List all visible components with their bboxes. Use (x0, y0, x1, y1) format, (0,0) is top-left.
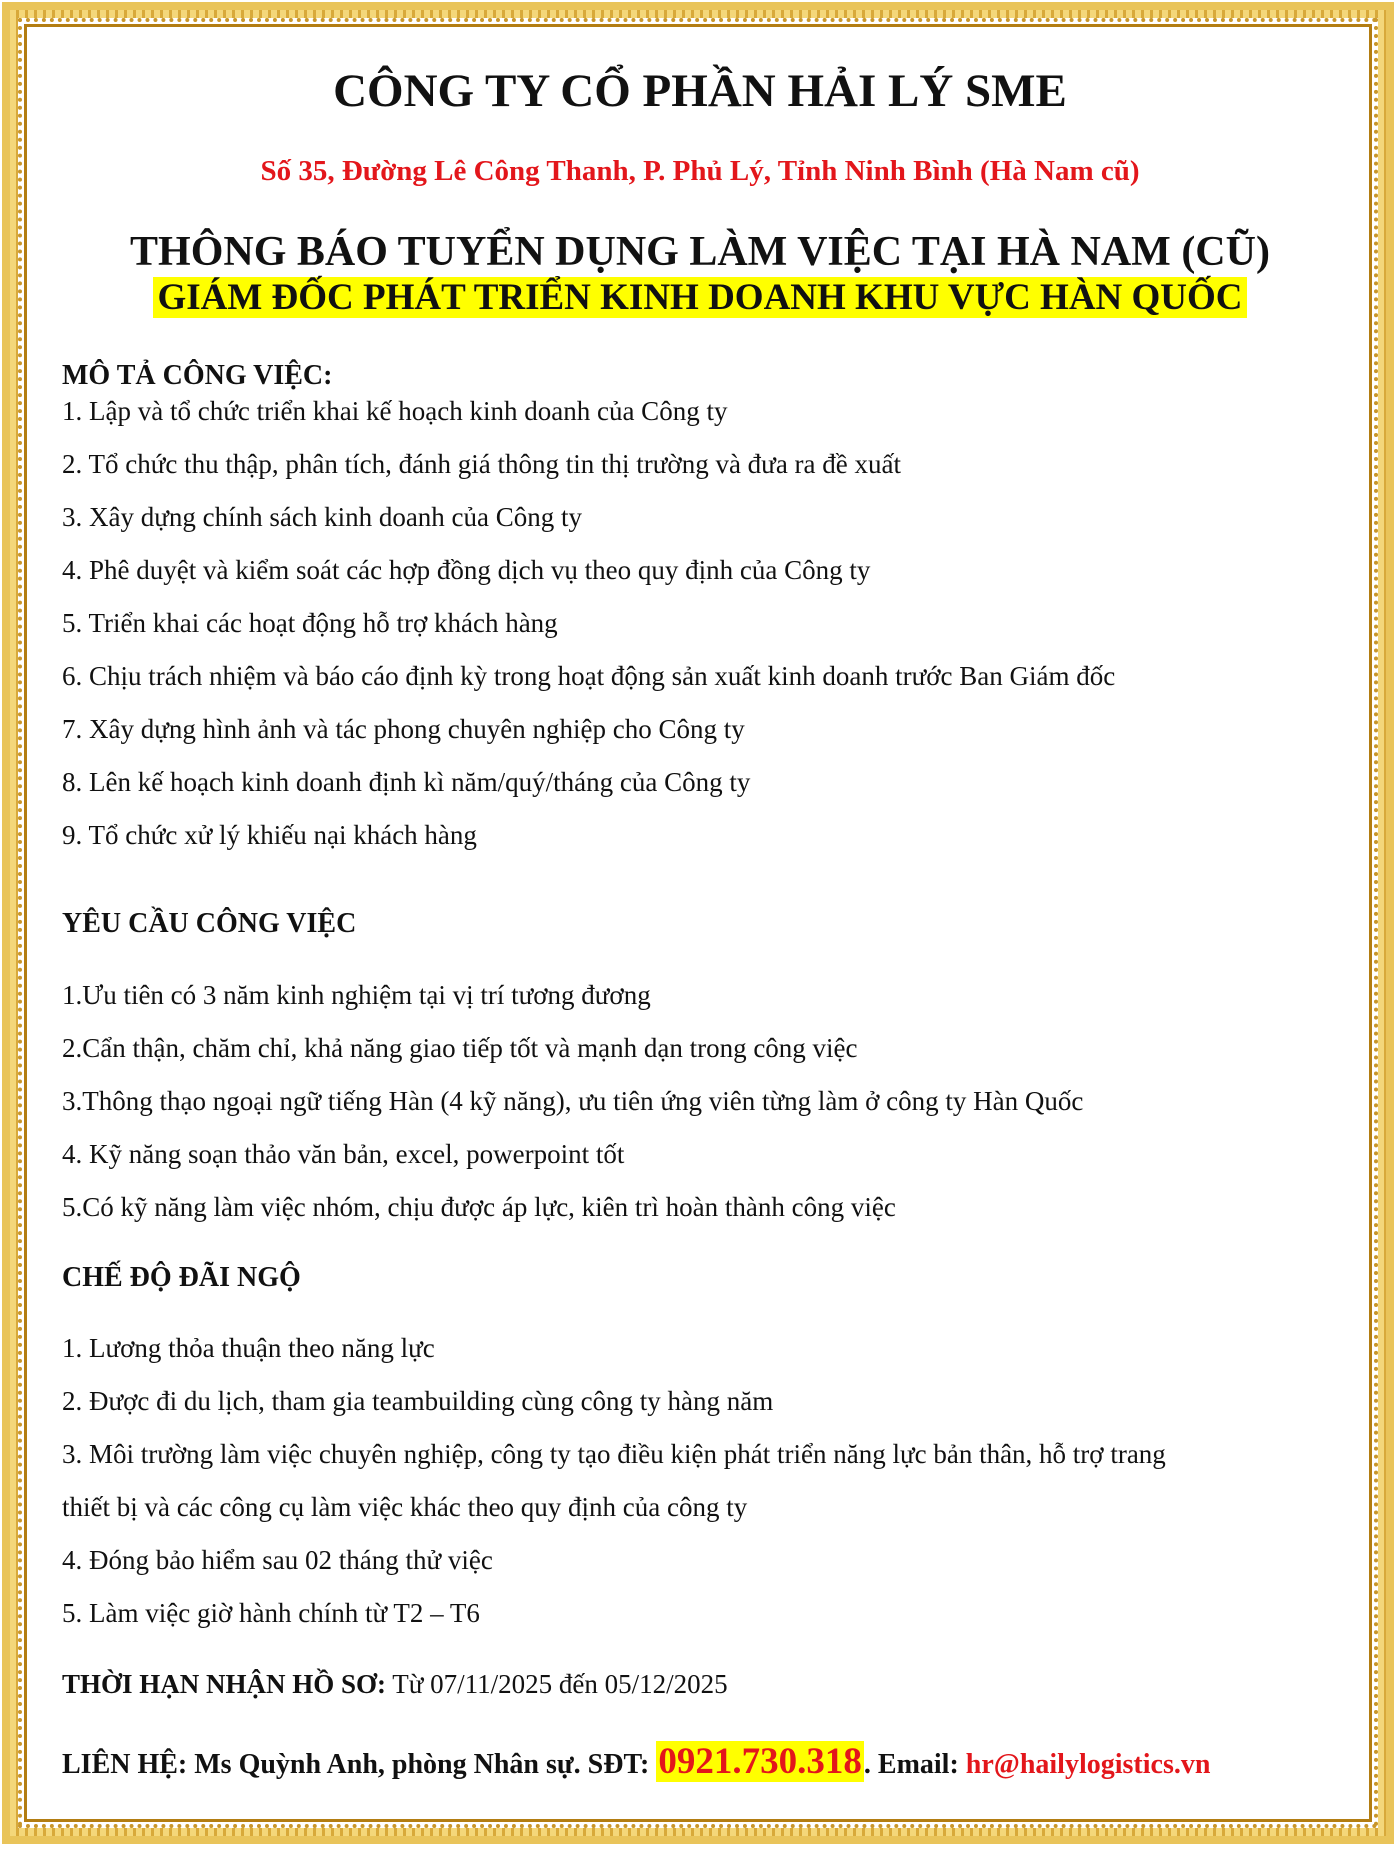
application-deadline (62, 1669, 728, 1700)
list-item: 9. Tổ chức xử lý khiếu nại khách hàng (62, 820, 477, 850)
list-item: 4. Phê duyệt và kiểm soát các hợp đồng dịch vụ theo quy định của Công ty (62, 555, 871, 585)
list-item: 3. Môi trường làm việc chuyên nghiệp, công ty tạo điều kiện phát triển năng lực bản thân, hỗ trợ trang (62, 1439, 1166, 1469)
contact-phone[interactable]: 0921.730.318 (658, 1741, 862, 1782)
list-item: 2. Tổ chức thu thập, phân tích, đánh giá thông tin thị trường và đưa ra đề xuất (62, 449, 901, 479)
list-item: 1.Ưu tiên có 3 năm kinh nghiệm tại vị trí tương đương (62, 980, 651, 1010)
list-item: 7. Xây dựng hình ảnh và tác phong chuyên nghiệp cho Công ty (62, 714, 745, 744)
position-title (0, 276, 1400, 319)
list-item: 8. Lên kế hoạch kinh doanh định kì năm/quý/tháng của Công ty (62, 767, 751, 797)
company-name: CÔNG TY CỔ PHẦN HẢI LÝ SME (333, 65, 1067, 117)
list-item: 5.Có kỹ năng làm việc nhóm, chịu được áp lực, kiên trì hoàn thành công việc (62, 1192, 896, 1222)
contact-email[interactable]: hr@hailylogistics.vn (965, 1749, 1211, 1780)
email-label: . Email: (863, 1749, 966, 1780)
company-address: Số 35, Đường Lê Công Thanh, P. Phủ Lý, Tỉnh Ninh Bình (Hà Nam cũ) (260, 155, 1140, 187)
deadline-value: Từ 07/11/2025 đến 05/12/2025 (386, 1669, 728, 1699)
section-title-requirements: YÊU CẦU CÔNG VIỆC (62, 908, 357, 939)
section-title-benefits: CHẾ ĐỘ ĐÃI NGỘ (62, 1262, 301, 1293)
list-item: 4. Kỹ năng soạn thảo văn bản, excel, powerpoint tốt (62, 1139, 625, 1169)
list-item: 3.Thông thạo ngoại ngữ tiếng Hàn (4 kỹ năng), ưu tiên ứng viên từng làm ở công ty Hàn Quốc (62, 1086, 1084, 1116)
list-item: 3. Xây dựng chính sách kinh doanh của Công ty (62, 502, 583, 532)
deadline-label: THỜI HẠN NHẬN HỒ SƠ: (62, 1669, 387, 1699)
list-item: 1. Lương thỏa thuận theo năng lực (62, 1333, 435, 1363)
list-item: 6. Chịu trách nhiệm và báo cáo định kỳ trong hoạt động sản xuất kinh doanh trước Ban Giám đốc (62, 661, 1116, 691)
list-item: thiết bị và các công cụ làm việc khác theo quy định của công ty (62, 1492, 748, 1522)
contact-line (62, 1740, 1210, 1783)
list-item: 1. Lập và tổ chức triển khai kế hoạch kinh doanh của Công ty (62, 396, 728, 426)
position-highlight: GIÁM ĐỐC PHÁT TRIỂN KINH DOANH KHU VỰC HÀN QUỐC (153, 277, 1246, 318)
list-item: 4. Đóng bảo hiểm sau 02 tháng thử việc (62, 1545, 493, 1575)
section-title-description: MÔ TẢ CÔNG VIỆC: (62, 360, 333, 391)
list-item: 5. Triển khai các hoạt động hỗ trợ khách hàng (62, 608, 558, 638)
contact-label: LIÊN HỆ: Ms Quỳnh Anh, phòng Nhân sự. SĐT: (62, 1749, 657, 1780)
list-item: 5. Làm việc giờ hành chính từ T2 – T6 (62, 1598, 480, 1628)
notice-heading: THÔNG BÁO TUYỂN DỤNG LÀM VIỆC TẠI HÀ NAM (CŨ) (130, 229, 1270, 275)
list-item: 2.Cẩn thận, chăm chỉ, khả năng giao tiếp tốt và mạnh dạn trong công việc (62, 1033, 858, 1063)
list-item: 2. Được đi du lịch, tham gia teambuilding cùng công ty hàng năm (62, 1386, 774, 1416)
